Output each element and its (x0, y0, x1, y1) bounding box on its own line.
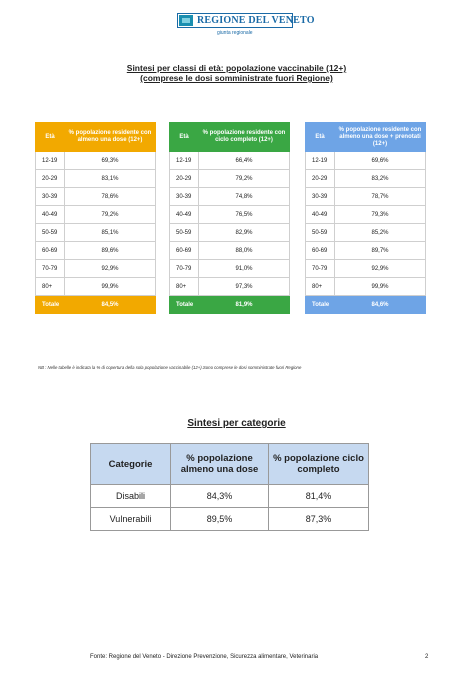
percent-cell: 85,1% (65, 224, 156, 242)
column-header-age: Età (170, 123, 199, 152)
percent-cell: 97,3% (199, 278, 290, 296)
footnote: NB : Nelle tabelle è indicata la % di copertura della sola popolazione vaccinabile (12+).Sono comprese le dosi somministrate fuori Regione (38, 365, 302, 370)
percent-cell: 74,8% (199, 188, 290, 206)
table-row (306, 170, 426, 188)
percent-cell: 92,9% (335, 260, 426, 278)
age-cell: 20-29 (36, 170, 65, 188)
table-row (306, 152, 426, 170)
table-row (306, 242, 426, 260)
table-row (306, 224, 426, 242)
age-cell: 50-59 (36, 224, 65, 242)
table-header-row (91, 444, 369, 485)
table-row (36, 206, 156, 224)
table-row (170, 278, 290, 296)
category-cell: Vulnerabili (91, 508, 171, 531)
percent-cell: 89,5% (171, 508, 269, 531)
age-cell: 50-59 (170, 224, 199, 242)
percent-cell: 84,3% (171, 485, 269, 508)
table-header-row (36, 123, 156, 152)
total-row (306, 296, 426, 314)
percent-cell: 83,2% (335, 170, 426, 188)
age-cell: 70-79 (170, 260, 199, 278)
table-row (36, 188, 156, 206)
percent-cell: 69,6% (335, 152, 426, 170)
table-row (170, 260, 290, 278)
percent-cell: 85,2% (335, 224, 426, 242)
total-label: Totale (170, 296, 199, 314)
table-row (306, 278, 426, 296)
percent-cell: 83,1% (65, 170, 156, 188)
table-row (36, 278, 156, 296)
percent-cell: 66,4% (199, 152, 290, 170)
table-row (91, 508, 369, 531)
percent-cell: 76,5% (199, 206, 290, 224)
total-value: 81,9% (199, 296, 290, 314)
age-cell: 70-79 (36, 260, 65, 278)
column-header-age: Età (36, 123, 65, 152)
total-row (36, 296, 156, 314)
percent-cell: 82,9% (199, 224, 290, 242)
age-cell: 40-49 (170, 206, 199, 224)
table-header-row (170, 123, 290, 152)
table-row (36, 152, 156, 170)
age-cell: 30-39 (36, 188, 65, 206)
age-cell: 80+ (170, 278, 199, 296)
category-cell: Disabili (91, 485, 171, 508)
age-cell: 50-59 (306, 224, 335, 242)
percent-cell: 78,6% (65, 188, 156, 206)
column-header-first-dose: % popolazione almeno una dose (171, 444, 269, 485)
column-header-percent: % popolazione residente con almeno una dose (12+) (65, 123, 156, 152)
table-row (306, 260, 426, 278)
page-heading-line2: (comprese le dosi somministrate fuori Regione) (140, 73, 333, 83)
age-cell: 80+ (36, 278, 65, 296)
age-cell: 12-19 (170, 152, 199, 170)
age-cell: 60-69 (306, 242, 335, 260)
column-header-percent: % popolazione residente con almeno una dose + prenotati (12+) (335, 123, 426, 152)
age-cell: 30-39 (170, 188, 199, 206)
table-row (306, 206, 426, 224)
total-label: Totale (306, 296, 335, 314)
age-table-first-dose (35, 122, 156, 314)
total-value: 84,5% (65, 296, 156, 314)
column-header-age: Età (306, 123, 335, 152)
column-header-full-cycle: % popolazione ciclo completo (269, 444, 369, 485)
table-header-row (306, 123, 426, 152)
percent-cell: 87,3% (269, 508, 369, 531)
age-table-dose-plus-booked (305, 122, 426, 314)
age-cell: 80+ (306, 278, 335, 296)
total-value: 84,6% (335, 296, 426, 314)
percent-cell: 99,9% (335, 278, 426, 296)
table-row (36, 260, 156, 278)
percent-cell: 79,2% (199, 170, 290, 188)
percent-cell: 88,0% (199, 242, 290, 260)
table-row (170, 242, 290, 260)
age-cell: 40-49 (306, 206, 335, 224)
percent-cell: 78,7% (335, 188, 426, 206)
table-row (306, 188, 426, 206)
table-row (170, 170, 290, 188)
age-cell: 60-69 (170, 242, 199, 260)
percent-cell: 81,4% (269, 485, 369, 508)
age-cell: 70-79 (306, 260, 335, 278)
page-number: 2 (425, 654, 429, 660)
table-row (170, 152, 290, 170)
column-header-category: Categorie (91, 444, 171, 485)
total-label: Totale (36, 296, 65, 314)
percent-cell: 79,3% (335, 206, 426, 224)
percent-cell: 89,7% (335, 242, 426, 260)
column-header-percent: % popolazione residente con ciclo completo (12+) (199, 123, 290, 152)
percent-cell: 79,2% (65, 206, 156, 224)
total-row (170, 296, 290, 314)
table-row (91, 485, 369, 508)
lion-emblem-icon (179, 15, 193, 26)
categories-title: Sintesi per categorie (187, 418, 286, 429)
region-logo (177, 13, 315, 45)
percent-cell: 92,9% (65, 260, 156, 278)
age-cell: 20-29 (306, 170, 335, 188)
categories-table (90, 443, 369, 531)
age-cell: 20-29 (170, 170, 199, 188)
table-row (36, 242, 156, 260)
percent-cell: 99,9% (65, 278, 156, 296)
table-row (170, 224, 290, 242)
table-row (170, 188, 290, 206)
age-cell: 40-49 (36, 206, 65, 224)
age-cell: 30-39 (306, 188, 335, 206)
table-row (36, 224, 156, 242)
logo-subtitle: giunta regionale (217, 30, 253, 36)
page-heading-line1: Sintesi per classi di età: popolazione vaccinabile (12+) (126, 63, 347, 73)
footer-source: Fonte: Regione del Veneto - Direzione Prevenzione, Sicurezza alimentare, Veterinaria (90, 654, 319, 660)
percent-cell: 91,0% (199, 260, 290, 278)
table-row (36, 170, 156, 188)
percent-cell: 89,6% (65, 242, 156, 260)
table-row (170, 206, 290, 224)
age-cell: 12-19 (306, 152, 335, 170)
age-cell: 12-19 (36, 152, 65, 170)
logo-title: REGIONE DEL VENETO (197, 15, 315, 26)
age-cell: 60-69 (36, 242, 65, 260)
percent-cell: 69,3% (65, 152, 156, 170)
age-table-full-cycle (169, 122, 290, 314)
logo-frame (177, 13, 315, 28)
